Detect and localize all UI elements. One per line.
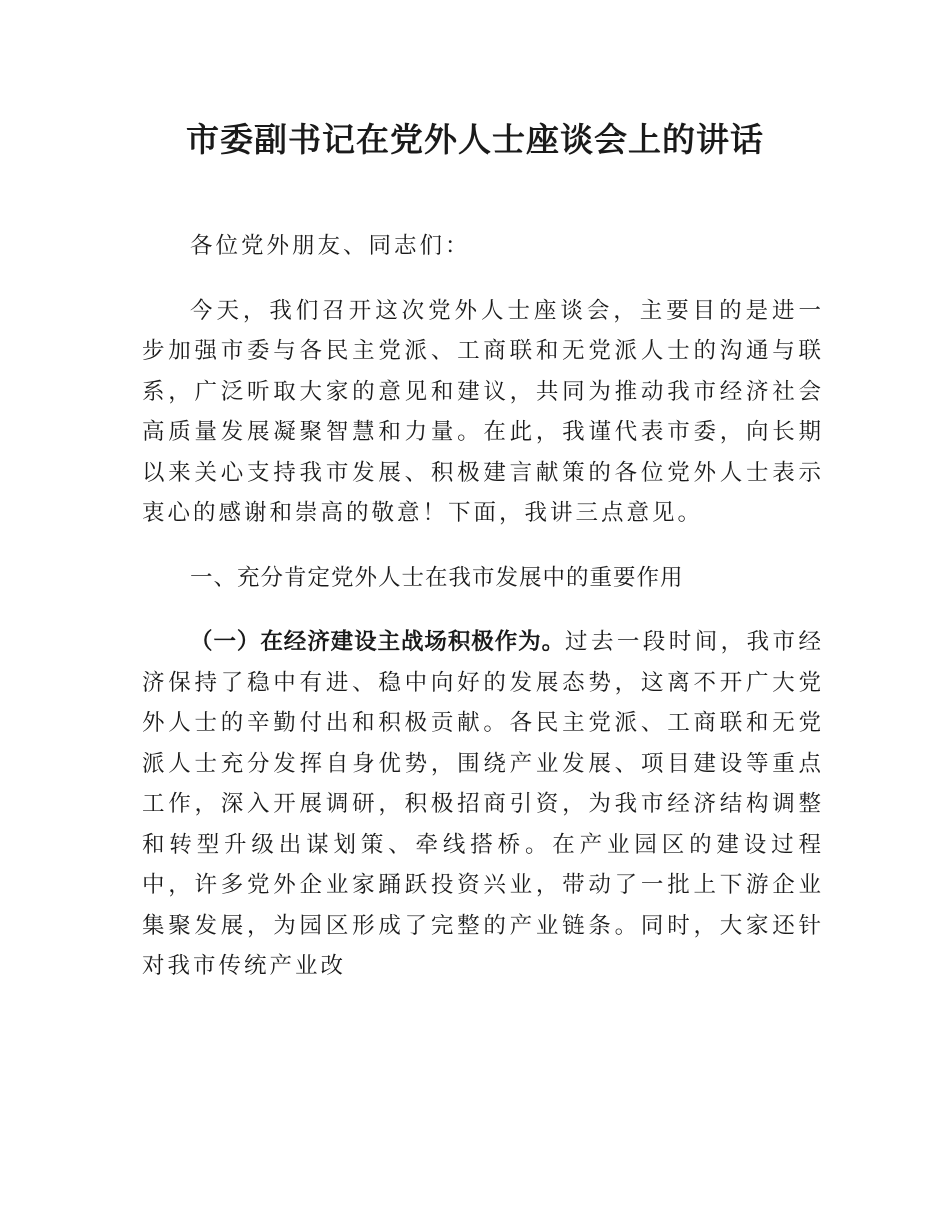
section-heading-1: 一、充分肯定党外人士在我市发展中的重要作用 xyxy=(190,564,684,591)
document-title: 市委副书记在党外人士座谈会上的讲话 xyxy=(186,120,764,159)
paragraph-intro: 今天，我们召开这次党外人士座谈会，主要目的是进一步加强市委与各民主党派、工商联和无党派人士的沟通与联系，广泛听取大家的意见和建议，共同为推动我市经济社会高质量发展凝聚智慧和力量。在此，我谨代表市委，向长期以来关心支持我市发展、积极建言献策的各位党外人士表示衷心的感谢和崇高的敬意！下面，我讲三点意见。 xyxy=(142,297,824,526)
paragraph-subsection-1 xyxy=(142,622,824,987)
subsection-title-1: （一）在经济建设主战场积极作为。 xyxy=(190,629,566,655)
document-body xyxy=(142,226,824,1011)
subsection-text-1: 过去一段时间，我市经济保持了稳中有进、稳中向好的发展态势，这离不开广大党外人士的辛勤付出和积极贡献。各民主党派、工商联和无党派人士充分发挥自身优势，围绕产业发展、项目建设等重点工作，深入开展调研，积极招商引资，为我市经济结构调整和转型升级出谋划策、牵线搭桥。在产业园区的建设过程中，许多党外企业家踊跃投资兴业，带动了一批上下游企业集聚发展，为园区形成了完整的产业链条。同时，大家还针对我市传统产业改 xyxy=(142,629,824,979)
salutation: 各位党外朋友、同志们： xyxy=(190,233,471,259)
